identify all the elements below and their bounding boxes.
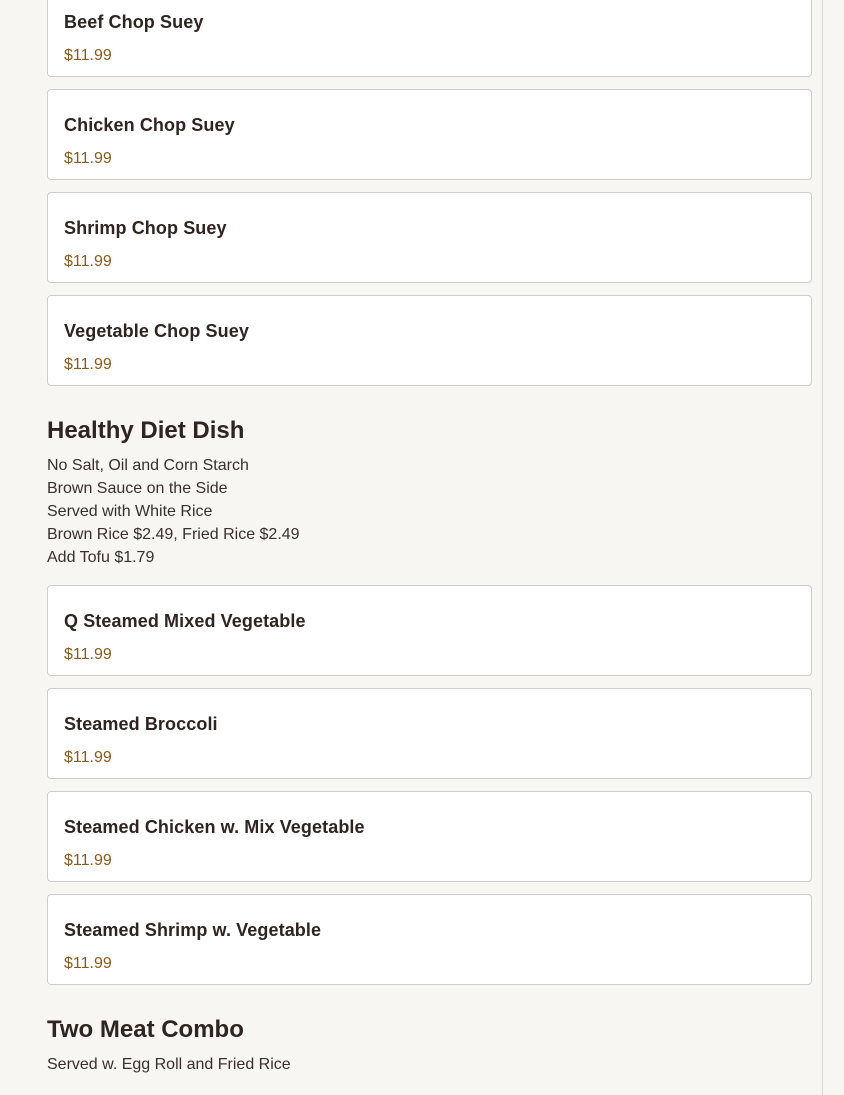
- menu-item-price: $11.99: [64, 356, 112, 373]
- menu-item-card[interactable]: [47, 688, 812, 779]
- menu-item-price: $11.99: [64, 253, 112, 270]
- menu-item-price: $11.99: [64, 749, 112, 766]
- menu-item-price: $11.99: [64, 47, 112, 64]
- menu-item-name: Steamed Shrimp w. Vegetable: [64, 920, 322, 940]
- menu-item-card[interactable]: [47, 585, 812, 676]
- menu-item-name: Shrimp Chop Suey: [64, 218, 227, 238]
- menu-item-name: Steamed Chicken w. Mix Vegetable: [64, 817, 365, 837]
- menu-item-name: Chicken Chop Suey: [64, 115, 235, 135]
- menu-item-name: Q Steamed Mixed Vegetable: [64, 611, 306, 631]
- menu-item-card[interactable]: [47, 791, 812, 882]
- menu-item-price: $11.99: [64, 646, 112, 663]
- section-healthy-diet: [47, 416, 812, 569]
- section-note: Served with White Rice: [47, 503, 213, 520]
- section-note: No Salt, Oil and Corn Starch: [47, 457, 249, 474]
- section-two-meat-combo: [47, 1015, 812, 1076]
- menu-item-name: Beef Chop Suey: [64, 12, 204, 32]
- section-title: Two Meat Combo: [47, 1016, 244, 1043]
- section-note: Add Tofu $1.79: [47, 549, 155, 566]
- menu-item-price: $11.99: [64, 955, 112, 972]
- section-note: Brown Sauce on the Side: [47, 480, 228, 497]
- menu-stack: [47, 0, 812, 1092]
- section-note: Brown Rice $2.49, Fried Rice $2.49: [47, 526, 300, 543]
- menu-item-card[interactable]: [47, 894, 812, 985]
- menu-item-card[interactable]: [47, 89, 812, 180]
- menu-item-card[interactable]: [47, 192, 812, 283]
- menu-item-price: $11.99: [64, 852, 112, 869]
- menu-item-name: Vegetable Chop Suey: [64, 321, 249, 341]
- section-note: Served w. Egg Roll and Fried Rice: [47, 1056, 291, 1073]
- menu-item-card[interactable]: [47, 0, 812, 77]
- section-title: Healthy Diet Dish: [47, 417, 245, 444]
- menu-item-price: $11.99: [64, 150, 112, 167]
- menu-item-name: Steamed Broccoli: [64, 714, 218, 734]
- menu-item-card[interactable]: [47, 295, 812, 386]
